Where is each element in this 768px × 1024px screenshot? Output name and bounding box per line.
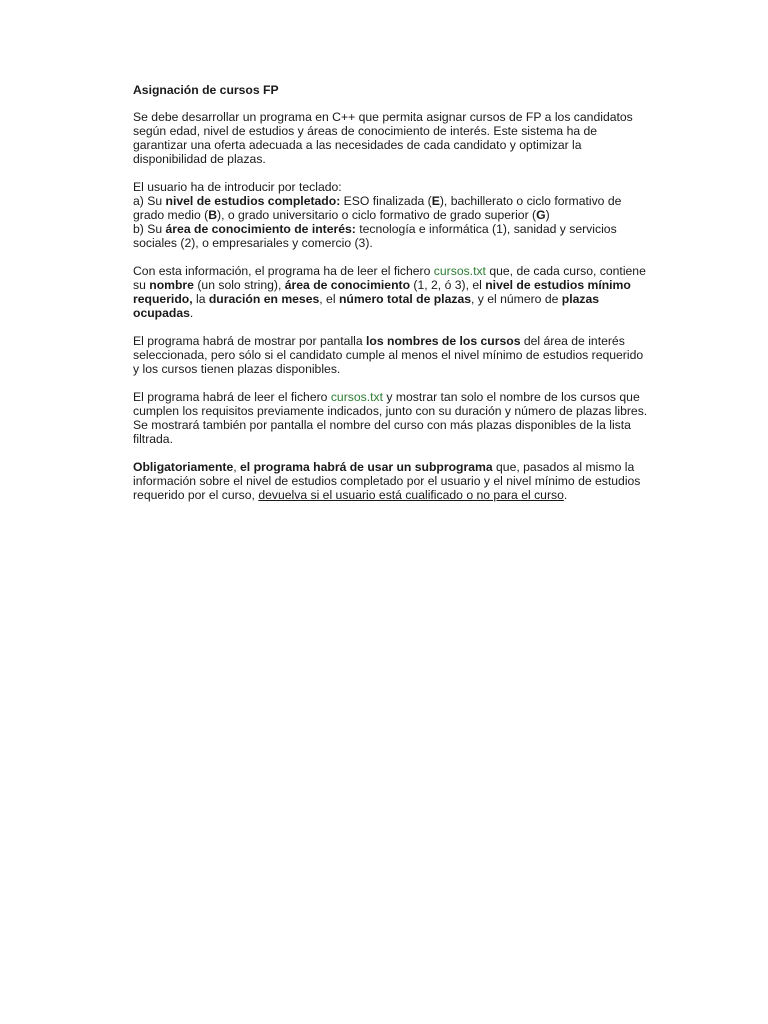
display-paragraph: [133, 334, 644, 376]
file-info-paragraph: [133, 264, 646, 320]
intro-line: según edad, nivel de estudios y áreas de conocimiento de interés. Este sistema ha de: [133, 124, 598, 138]
display-line: seleccionada, pero sólo si el candidato cumple al menos el nivel mínimo de estudios requerido: [133, 348, 644, 362]
file-info-line: su nombre (un solo string), área de conocimiento (1, 2, ó 3), el nivel de estudios mínimo: [133, 278, 631, 292]
input-line: El usuario ha de introducir por teclado:: [133, 180, 342, 194]
display-line: y los cursos tienen plazas disponibles.: [133, 362, 341, 376]
filter-line: filtrada.: [133, 432, 173, 446]
mandatory-paragraph: [133, 460, 641, 502]
input-line: grado medio (B), o grado universitario o ciclo formativo de grado superior (G): [133, 208, 550, 222]
input-line: b) Su área de conocimiento de interés: tecnología e informática (1), sanidad y servicios: [133, 222, 617, 236]
file-info-line: Con esta información, el programa ha de leer el fichero cursos.txt que, de cada curso, contiene: [133, 264, 646, 278]
intro-line: disponibilidad de plazas.: [133, 152, 266, 166]
input-line: sociales (2), o empresariales y comercio (3).: [133, 236, 373, 250]
input-line: a) Su nivel de estudios completado: ESO finalizada (E), bachillerato o ciclo formativo de: [133, 194, 622, 208]
input-paragraph: [133, 180, 633, 250]
intro-line: Se debe desarrollar un programa en C++ que permita asignar cursos de FP a los candidatos: [133, 110, 633, 124]
file-info-line: ocupadas.: [133, 306, 194, 320]
filter-line: cumplen los requisitos previamente indicados, junto con su duración y número de plazas libres.: [133, 404, 648, 418]
document-body: [133, 83, 648, 516]
underlined-requirement: devuelva si el usuario está cualificado o no para el curso: [258, 488, 564, 502]
display-line: El programa habrá de mostrar por pantalla los nombres de los cursos del área de interés: [133, 334, 625, 348]
document-title: Asignación de cursos FP: [133, 83, 279, 97]
file-info-line: requerido, la duración en meses, el número total de plazas, y el número de plazas: [133, 292, 600, 306]
filename-link: cursos.txt: [330, 390, 383, 404]
mandatory-line: Obligatoriamente, el programa habrá de usar un subprograma que, pasados al mismo la: [133, 460, 635, 474]
filename-link: cursos.txt: [433, 264, 486, 278]
mandatory-line: información sobre el nivel de estudios completado por el usuario y el nivel mínimo de estudios: [133, 474, 641, 488]
mandatory-line: requerido por el curso, devuelva si el usuario está cualificado o no para el curso.: [133, 488, 568, 502]
filter-line: El programa habrá de leer el fichero cursos.txt y mostrar tan solo el nombre de los cursos que: [133, 390, 640, 404]
filter-line: Se mostrará también por pantalla el nombre del curso con más plazas disponibles de la lista: [133, 418, 631, 432]
filter-paragraph: [133, 390, 648, 446]
intro-paragraph: [133, 110, 633, 166]
intro-line: garantizar una oferta adecuada a las necesidades de cada candidato y optimizar la: [133, 138, 582, 152]
